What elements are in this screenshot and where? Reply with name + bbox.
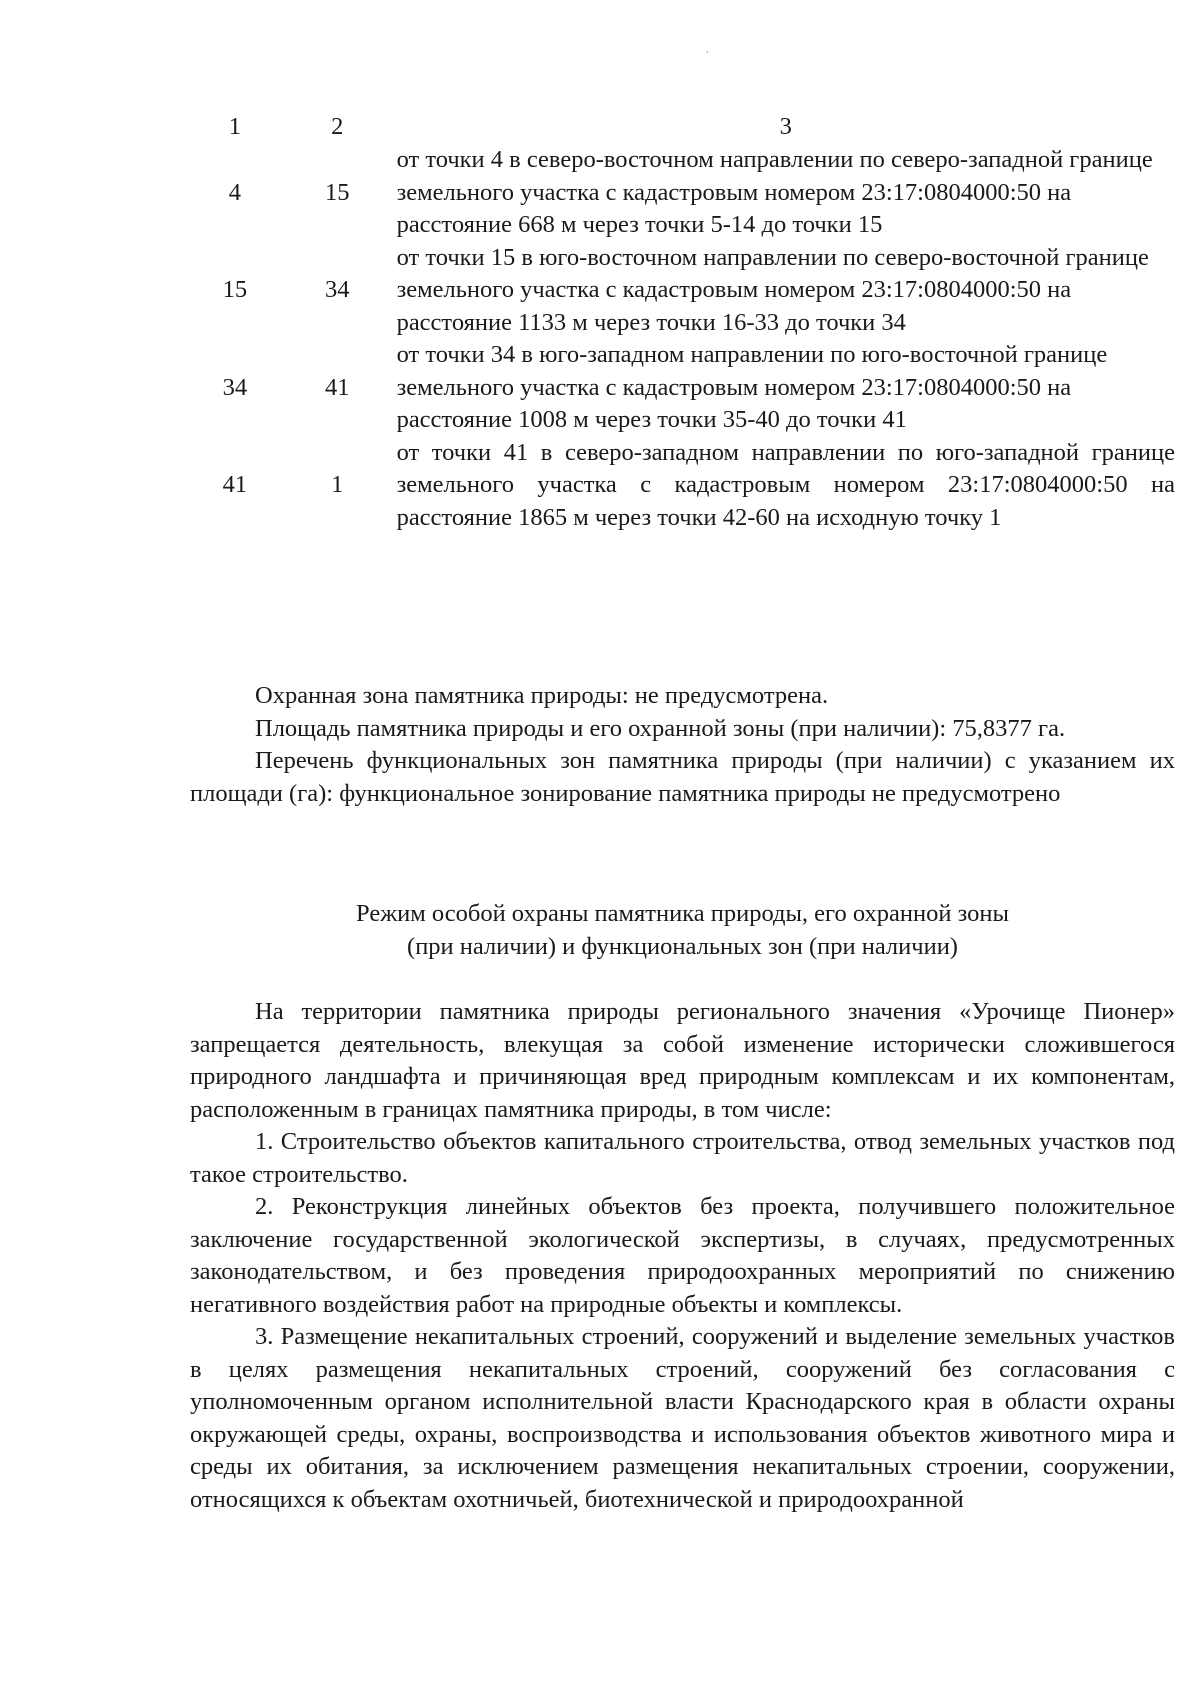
table-row xyxy=(190,242,1175,340)
table-header-row xyxy=(190,110,1175,144)
table-header-col-2: 2 xyxy=(331,112,344,140)
protection-regime-section xyxy=(190,996,1175,1516)
paragraph-intro-prohibitions: На территории памятника природы регионального значения «Урочище Пионер» запрещается деятельность, влекущая за собой изменение исторически сложившегося природного ландшафта и причиняющая вред природным комплексам и их компонентам, расположенным в границах памятника природы, в том числе: xyxy=(190,998,1175,1123)
table-cell-to-point: 34 xyxy=(324,276,350,303)
table-cell-from-point: 15 xyxy=(222,276,248,303)
boundary-description-table xyxy=(190,110,1175,534)
section-heading-line-1: Режим особой охраны памятника природы, его охранной зоны xyxy=(356,900,1009,927)
table-row xyxy=(190,144,1175,242)
table-cell-from-point: 34 xyxy=(222,373,248,401)
scan-artifact-mark: · xyxy=(705,46,710,61)
paragraph-item-2: 2. Реконструкция линейных объектов без проекта, получившего положительное заключение государственной экологической экспертизы, в случаях, предусмотренных законодательством, и без проведения природоохранных мероприятий по снижению негативного воздействия работ на природные объекты и комплексы. xyxy=(190,1193,1175,1318)
zone-info-section xyxy=(190,680,1175,810)
paragraph-area: Площадь памятника природы и его охранной зоны (при наличии): 75,8377 га. xyxy=(255,714,1066,742)
table-cell-to-point: 15 xyxy=(324,178,350,206)
table-header-col-1: 1 xyxy=(228,112,242,140)
table-cell-to-point: 41 xyxy=(324,373,350,401)
table-cell-description: от точки 34 в юго-западном направлении по юго-восточной границе земельного участка с кадастровым номером 23:17:0804000:50 на расстояние 1008 м через точки 35-40 до точки 41 xyxy=(396,341,1108,433)
table-cell-to-point: 1 xyxy=(331,471,344,498)
table-row xyxy=(190,339,1175,437)
paragraph-security-zone: Охранная зона памятника природы: не предусмотрена. xyxy=(255,682,829,709)
paragraph-item-1: 1. Строительство объектов капитального строительства, отвод земельных участков под такое строительство. xyxy=(190,1128,1175,1188)
table-cell-from-point: 4 xyxy=(228,178,242,206)
table-row xyxy=(190,437,1175,535)
table-cell-description: от точки 15 в юго-восточном направлении по северо-восточной границе земельного участка с кадастровым номером 23:17:0804000:50 на расстояние 1133 м через точки 16-33 до точки 34 xyxy=(396,243,1149,336)
table-cell-description: от точки 41 в северо-западном направлении по юго-западной границе земельного участка с кадастровым номером 23:17:0804000:50 на расстояние 1865 м через точки 42-60 на исходную точку 1 xyxy=(396,438,1175,531)
table-header-col-3: 3 xyxy=(779,112,792,140)
paragraph-functional-zones: Перечень функциональных зон памятника природы (при наличии) с указанием их площади (га): функциональное зонирование памятника природы не предусмотрено xyxy=(190,747,1175,807)
table-cell-description: от точки 4 в северо-восточном направлении по северо-западной границе земельного участка с кадастровым номером 23:17:0804000:50 на расстояние 668 м через точки 5-14 до точки 15 xyxy=(396,146,1153,238)
paragraph-item-3: 3. Размещение некапитальных строений, сооружений и выделение земельных участков в целях размещения некапитальных строений, сооружений без согласования с уполномоченным органом исполнительной власти Краснодарского края в области охраны окружающей среды, охраны, воспроизводства и использования объектов животного мира и среды их обитания, за исключением размещения некапитальных строении, сооружении, относящихся к объектам охотничьей, биотехнической и природоохранной xyxy=(190,1323,1175,1513)
section-heading xyxy=(190,898,1175,963)
table-cell-from-point: 41 xyxy=(222,471,248,498)
section-heading-line-2: (при наличии) и функциональных зон (при наличии) xyxy=(407,932,958,960)
